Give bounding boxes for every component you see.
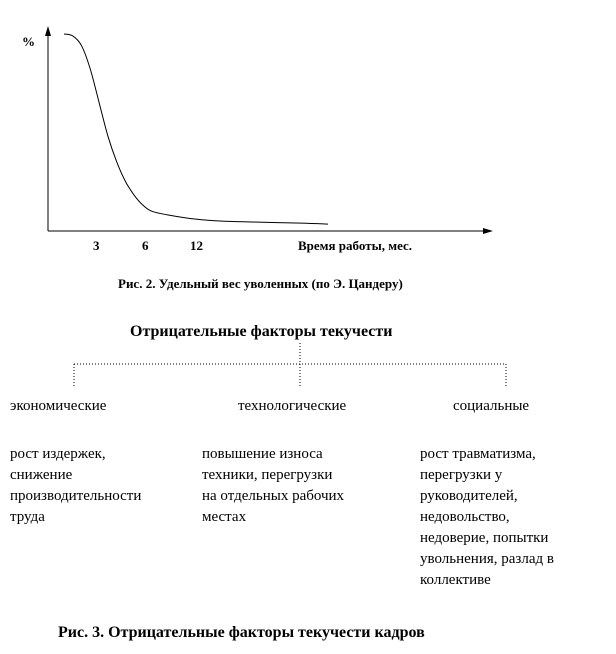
- figure-3-caption: Рис. 3. Отрицательные факторы текучести кадров: [58, 624, 425, 641]
- desc-line: перегрузки у: [420, 467, 503, 483]
- branch-social: социальные: [453, 398, 530, 414]
- desc-line: недоверие, попытки: [420, 530, 549, 546]
- desc-line: коллективе: [420, 572, 491, 588]
- y-axis-label: %: [22, 34, 35, 49]
- desc-line: на отдельных рабочих: [202, 488, 345, 504]
- x-tick-12: 12: [190, 238, 203, 253]
- desc-line: повышение износа: [202, 446, 323, 462]
- desc-line: руководителей,: [420, 488, 518, 504]
- desc-line: труда: [10, 509, 45, 525]
- desc-line: увольнения, разлад в: [420, 551, 554, 567]
- desc-line: снижение: [10, 467, 73, 483]
- branch-technological-desc: [202, 444, 402, 528]
- branch-technological: технологические: [238, 398, 347, 414]
- branch-economic: экономические: [10, 398, 107, 414]
- desc-line: производительности: [10, 488, 142, 504]
- x-tick-3: 3: [93, 238, 100, 253]
- x-axis-label: Время работы, мес.: [298, 238, 413, 253]
- figure-2-caption: Рис. 2. Удельный вес уволенных (по Э. Цандеру): [118, 276, 403, 291]
- desc-line: техники, перегрузки: [202, 467, 333, 483]
- desc-line: местах: [202, 509, 247, 525]
- desc-line: рост травматизма,: [420, 446, 536, 462]
- branch-social-desc: [420, 444, 610, 591]
- branch-economic-desc: [10, 444, 190, 528]
- desc-line: рост издержек,: [10, 446, 106, 462]
- tree-title: Отрицательные факторы текучести: [130, 323, 393, 340]
- x-tick-6: 6: [142, 238, 149, 253]
- desc-line: недовольство,: [420, 509, 510, 525]
